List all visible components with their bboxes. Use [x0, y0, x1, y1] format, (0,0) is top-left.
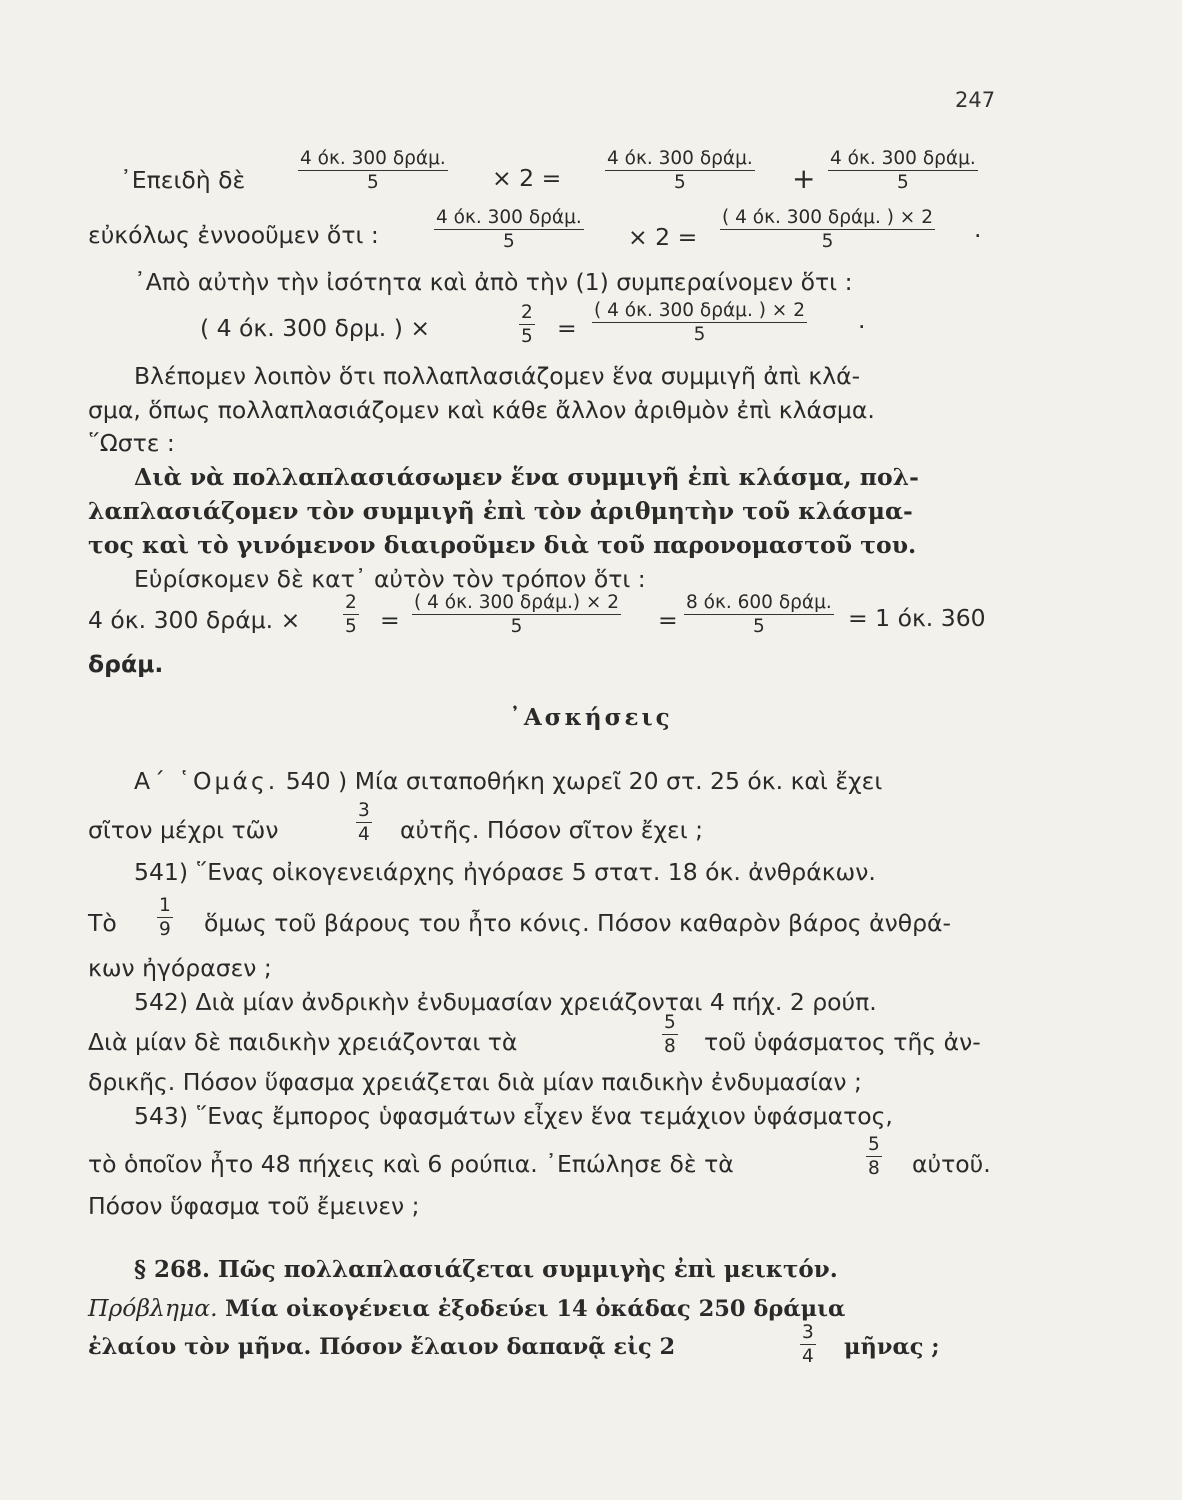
- exercise-541-fraction: $\frac{1}{9}$: [159, 895, 171, 940]
- exercise-542-fraction: $\frac{5}{8}$: [664, 1012, 676, 1057]
- exercise-541-text-a: Τὸ: [88, 909, 117, 937]
- section-title: § 268. Πῶς πολλαπλασιάζεται συμμιγὴς ἐπὶ μεικτόν.: [134, 1256, 838, 1283]
- page-number: 247: [955, 88, 996, 112]
- eq4-equals-2: =: [658, 606, 678, 634]
- exercise-540-text-a: σῖτον μέχρι τῶν: [88, 816, 279, 844]
- exercise-543-text-a: τὸ ὁποῖον ἦτο 48 πήχεις καὶ 6 ρούπια. ᾿Επώλησε δὲ τὰ: [88, 1150, 734, 1178]
- eq1-lead: ᾿Επειδὴ δὲ: [120, 166, 246, 194]
- equation-1: [0, 146, 1182, 206]
- exercise-541-line-3: κων ἠγόρασεν ;: [88, 954, 272, 982]
- eq2-lead: εὐκόλως ἐννοοῦμεν ὅτι :: [88, 221, 379, 249]
- eq3-fraction-2: ( 4 όκ. 300 δράμ. ) × 2 5: [594, 300, 805, 345]
- exercise-542-line-2: [0, 1012, 1182, 1072]
- eq3-end: .: [858, 306, 866, 334]
- rule-line-2: λαπλασιάζομεν τὸν συμμιγῆ ἐπὶ τὸν ἀριθμητὴν τοῦ κλάσμα-: [88, 497, 913, 525]
- text-line-3: ᾿Απὸ αὐτὴν τὴν ἰσότητα καὶ ἀπὸ τὴν (1) συμπεραίνομεν ὅτι :: [134, 268, 853, 296]
- exercise-543-line-3: Πόσον ὕφασμα τοῦ ἔμεινεν ;: [88, 1192, 420, 1220]
- eq4-fraction-3: 8 όκ. 600 δράμ. 5: [686, 592, 832, 637]
- exercise-540-text: 540 ) Μία σιταποθήκη χωρεῖ 20 στ. 25 όκ. καὶ ἔχει: [285, 767, 883, 795]
- exercise-543-line-1: 543) ῞Ενας ἔμπορος ὑφασμάτων εἶχεν ἕνα τεμάχιον ὑφάσματος,: [134, 1102, 893, 1130]
- eq1-fraction-3: 4 όκ. 300 δράμ. 5: [830, 148, 976, 193]
- exercise-540-fraction: $\frac{3}{4}$: [358, 800, 370, 845]
- para1-line-2: σμα, ὅπως πολλαπλασιάζομεν καὶ κάθε ἄλλον ἀριθμὸν ἐπὶ κλάσμα.: [88, 396, 875, 424]
- eq3-lead: ( 4 όκ. 300 δρμ. ) ×: [200, 314, 431, 342]
- equation-3: [0, 300, 1182, 360]
- exercise-543-text-b: αὐτοῦ.: [912, 1150, 991, 1178]
- eq4-equals-1: =: [380, 606, 400, 634]
- eq1-fraction-2: 4 όκ. 300 δράμ. 5: [607, 148, 753, 193]
- exercise-540-line-1: [134, 767, 1046, 795]
- exercise-543-line-2: [0, 1132, 1182, 1192]
- rule-line-1: Διὰ νὰ πολλαπλασιάσωμεν ἕνα συμμιγῆ ἐπὶ κλάσμα, πολ-: [134, 463, 919, 491]
- problem-line-2: [0, 1322, 1182, 1382]
- para1-line-1: Βλέπομεν λοιπὸν ὅτι πολλαπλασιάζομεν ἕνα συμμιγῆ ἀπὶ κλά-: [134, 362, 861, 390]
- eq4-result-unit: δράμ.: [88, 650, 164, 678]
- eq2-times: × 2 =: [628, 223, 698, 251]
- exercise-542-line-1: 542) Διὰ μίαν ἀνδρικὴν ἐνδυμασίαν χρειάζονται 4 πήχ. 2 ρούπ.: [134, 988, 877, 1016]
- problem-text-1: Μία οἰκογένεια ἐξοδεύει 14 ὀκάδας 250 δράμια: [225, 1296, 846, 1322]
- eq4-fraction-2: ( 4 όκ. 300 δράμ.) × 2 5: [414, 592, 620, 637]
- exercise-540-line-2: [0, 800, 1182, 860]
- eq2-end: .: [974, 215, 982, 243]
- exercise-group-label: Α΄ ῾Ομάς.: [134, 767, 279, 795]
- para1-line-3: ῞Ωστε :: [88, 429, 175, 457]
- eq1-fraction-1: 4 όκ. 300 δράμ. 5: [300, 148, 446, 193]
- rule-line-3: τος καὶ τὸ γινόμενον διαιροῦμεν διὰ τοῦ παρονομαστοῦ του.: [88, 531, 917, 559]
- exercise-542-text-b: τοῦ ὑφάσματος τῆς ἀν-: [704, 1028, 981, 1056]
- eq3-fraction-1: $\frac{2}{5}$: [521, 302, 533, 347]
- equation-4: [0, 590, 1182, 650]
- eq3-equals: =: [557, 314, 577, 342]
- eq1-times: × 2 =: [492, 164, 562, 192]
- problem-line-1: [88, 1294, 1000, 1322]
- exercise-542-text-a: Διὰ μίαν δὲ παιδικὴν χρειάζονται τὰ: [88, 1028, 518, 1056]
- exercise-540-text-b: αὐτῆς. Πόσον σῖτον ἔχει ;: [400, 816, 704, 844]
- equation-2: [0, 207, 1182, 267]
- eq4-result: = 1 όκ. 360: [848, 604, 986, 632]
- exercise-541-line-2: [0, 895, 1182, 955]
- find-line: Εὑρίσκομεν δὲ κατ᾿ αὐτὸν τὸν τρόπον ὅτι :: [134, 565, 646, 593]
- eq2-fraction-1: 4 όκ. 300 δράμ. 5: [436, 207, 582, 252]
- exercise-542-line-3: δρικῆς. Πόσον ὕφασμα χρειάζεται διὰ μίαν παιδικὴν ἐνδυμασίαν ;: [88, 1068, 862, 1096]
- problem-fraction: $\frac{3}{4}$: [802, 1322, 814, 1367]
- exercise-541-line-1: 541) ῞Ενας οἰκογενειάρχης ἠγόρασε 5 στατ. 18 όκ. ἀνθράκων.: [134, 858, 876, 886]
- exercise-543-fraction: $\frac{5}{8}$: [868, 1134, 880, 1179]
- eq1-plus: +: [792, 162, 816, 195]
- problem-label: Πρόβλημα.: [88, 1294, 218, 1322]
- problem-text-2b: μῆνας ;: [844, 1334, 940, 1360]
- eq4-lead: 4 όκ. 300 δράμ. ×: [88, 606, 301, 634]
- eq4-fraction-1: $\frac{2}{5}$: [345, 592, 357, 637]
- exercise-541-text-b: ὅμως τοῦ βάρους του ἦτο κόνις. Πόσον καθαρὸν βάρος ἀνθρά-: [204, 909, 951, 937]
- eq2-fraction-2: ( 4 όκ. 300 δράμ. ) × 2 5: [722, 207, 933, 252]
- problem-text-2a: ἐλαίου τὸν μῆνα. Πόσον ἔλαιον δαπανᾷ εἰς 2: [88, 1334, 676, 1360]
- exercises-heading: ᾿Ασκήσεις: [509, 704, 673, 731]
